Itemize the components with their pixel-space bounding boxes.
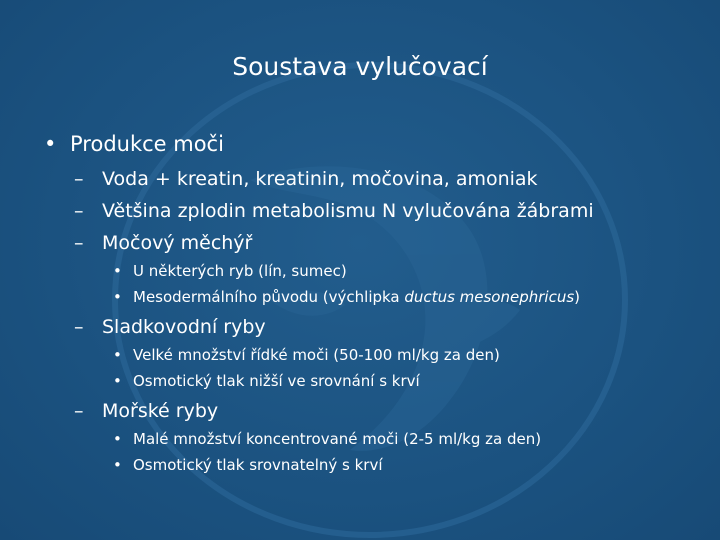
dash-marker: – bbox=[74, 200, 84, 222]
text-segment: ) bbox=[574, 288, 581, 306]
subitem-mocovy-mechyr: Močový měchýř bbox=[102, 232, 253, 254]
bullet-produkce-moci: Produkce moči bbox=[70, 132, 224, 156]
bullet-marker: • bbox=[113, 372, 122, 390]
bullet-marker: • bbox=[44, 132, 57, 156]
subsubitem-male-mnozstvi: Malé množství koncentrované moči (2-5 ml/kg za den) bbox=[133, 430, 542, 448]
bullet-marker: • bbox=[113, 288, 122, 306]
subsubitem-u-nekterych-ryb: U některých ryb (lín, sumec) bbox=[133, 262, 347, 280]
subitem-vetsina-zplodin: Většina zplodin metabolismu N vylučována žábrami bbox=[102, 200, 594, 222]
subitem-morske-ryby: Mořské ryby bbox=[102, 400, 219, 422]
dash-marker: – bbox=[74, 316, 84, 338]
text-segment: Mesodermálního původu (výchlipka bbox=[133, 288, 405, 306]
bullet-marker: • bbox=[113, 346, 122, 364]
bullet-marker: • bbox=[113, 456, 122, 474]
dash-marker: – bbox=[74, 232, 84, 254]
bullet-marker: • bbox=[113, 262, 122, 280]
dash-marker: – bbox=[74, 400, 84, 422]
subsubitem-osmoticky-tlak-srovnatelny: Osmotický tlak srovnatelný s krví bbox=[133, 456, 383, 474]
slide-title: Soustava vylučovací bbox=[232, 52, 488, 81]
dash-marker: – bbox=[74, 168, 84, 190]
subitem-sladkovodni-ryby: Sladkovodní ryby bbox=[102, 316, 266, 338]
italic-term: ductus mesonephricus bbox=[404, 288, 575, 306]
subsubitem-velke-mnozstvi: Velké množství řídké moči (50-100 ml/kg za den) bbox=[133, 346, 500, 364]
bullet-marker: • bbox=[113, 430, 122, 448]
subsubitem-osmoticky-tlak-nizsi: Osmotický tlak nižší ve srovnání s krví bbox=[133, 372, 420, 390]
subitem-voda: Voda + kreatin, kreatinin, močovina, amoniak bbox=[102, 168, 538, 190]
subsubitem-mesodermalniho-puvodu bbox=[133, 288, 580, 306]
